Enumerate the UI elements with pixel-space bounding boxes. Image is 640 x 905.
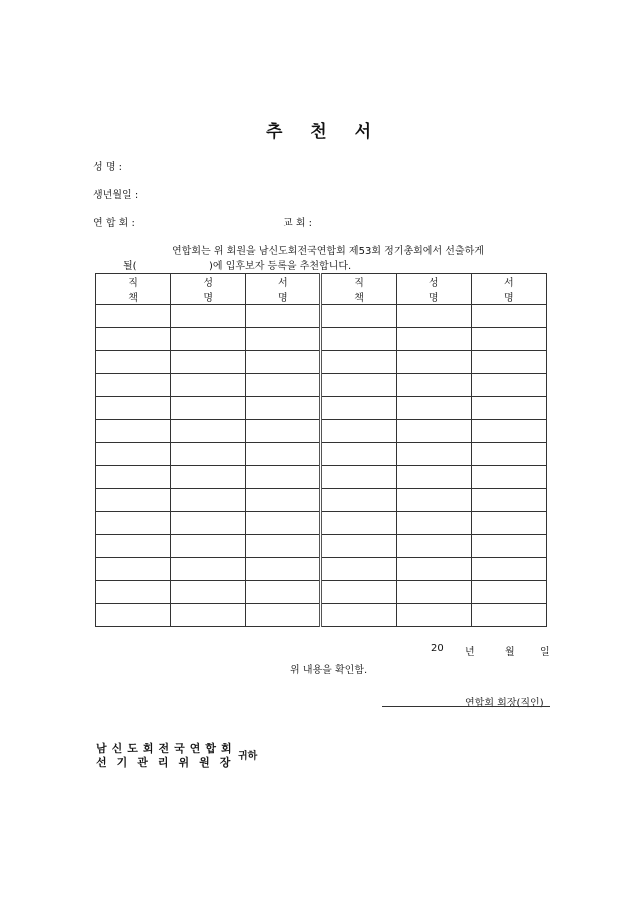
table-body (96, 305, 547, 627)
table-cell[interactable] (96, 443, 171, 466)
recommendation-line-2-suffix: )에 입후보자 등록을 추천합니다. (209, 261, 352, 272)
table-cell[interactable] (171, 420, 246, 443)
table-cell[interactable] (471, 305, 546, 328)
table-cell[interactable] (471, 558, 546, 581)
table-cell[interactable] (96, 581, 171, 604)
table-cell[interactable] (396, 397, 471, 420)
table-cell[interactable] (171, 328, 246, 351)
table-cell[interactable] (321, 466, 396, 489)
table-cell[interactable] (471, 420, 546, 443)
table-cell[interactable] (471, 328, 546, 351)
table-cell[interactable] (396, 581, 471, 604)
table-cell[interactable] (396, 420, 471, 443)
table-cell[interactable] (171, 466, 246, 489)
table-cell[interactable] (396, 305, 471, 328)
table-row (96, 489, 547, 512)
table-cell[interactable] (171, 535, 246, 558)
table-cell[interactable] (396, 489, 471, 512)
table-cell[interactable] (171, 581, 246, 604)
table-cell[interactable] (246, 604, 321, 627)
table-cell[interactable] (171, 512, 246, 535)
table-cell[interactable] (471, 374, 546, 397)
table-cell[interactable] (171, 489, 246, 512)
table-cell[interactable] (96, 512, 171, 535)
table-cell[interactable] (246, 351, 321, 374)
table-cell[interactable] (246, 443, 321, 466)
date-year-prefix: 20 (431, 643, 444, 654)
table-cell[interactable] (171, 558, 246, 581)
table-cell[interactable] (246, 305, 321, 328)
table-cell[interactable] (246, 374, 321, 397)
table-cell[interactable] (396, 558, 471, 581)
table-row (96, 328, 547, 351)
table-cell[interactable] (321, 328, 396, 351)
table-row (96, 581, 547, 604)
table-cell[interactable] (171, 351, 246, 374)
table-cell[interactable] (96, 420, 171, 443)
addressee-org-line-1: 남신도회전국연합회 (96, 742, 237, 755)
table-row (96, 351, 547, 374)
table-cell[interactable] (246, 535, 321, 558)
table-cell[interactable] (321, 535, 396, 558)
table-cell[interactable] (471, 489, 546, 512)
table-cell[interactable] (321, 397, 396, 420)
union-label: 연 합 회 : (93, 218, 135, 229)
table-cell[interactable] (246, 581, 321, 604)
header-name-2: 성 명 (396, 274, 471, 305)
table-cell[interactable] (321, 420, 396, 443)
table-cell[interactable] (396, 443, 471, 466)
table-cell[interactable] (246, 489, 321, 512)
table-cell[interactable] (246, 420, 321, 443)
header-signature-1: 서 명 (246, 274, 321, 305)
table-cell[interactable] (321, 512, 396, 535)
table-cell[interactable] (321, 351, 396, 374)
table-cell[interactable] (471, 512, 546, 535)
table-cell[interactable] (396, 466, 471, 489)
table-cell[interactable] (96, 604, 171, 627)
table-cell[interactable] (96, 374, 171, 397)
birthdate-label: 생년월일 : (93, 190, 139, 201)
table-cell[interactable] (246, 466, 321, 489)
table-row (96, 512, 547, 535)
table-cell[interactable] (396, 512, 471, 535)
table-cell[interactable] (321, 443, 396, 466)
table-cell[interactable] (96, 305, 171, 328)
table-row (96, 535, 547, 558)
table-cell[interactable] (246, 512, 321, 535)
table-cell[interactable] (171, 305, 246, 328)
table-cell[interactable] (96, 558, 171, 581)
table-cell[interactable] (471, 535, 546, 558)
recommendation-line-2-prefix: 될( (123, 261, 137, 272)
header-name-1: 성 명 (171, 274, 246, 305)
church-label: 교 회 : (283, 218, 313, 229)
table-cell[interactable] (471, 604, 546, 627)
date-day-label: 일 (540, 647, 550, 658)
table-cell[interactable] (171, 443, 246, 466)
table-cell[interactable] (321, 581, 396, 604)
table-cell[interactable] (321, 604, 396, 627)
table-row (96, 604, 547, 627)
table-cell[interactable] (321, 489, 396, 512)
table-row (96, 443, 547, 466)
table-cell[interactable] (96, 535, 171, 558)
table-row (96, 466, 547, 489)
date-year-label: 년 (465, 647, 475, 658)
recommendation-line-1: 연합회는 위 회원을 남신도회전국연합회 제53회 정기총회에서 선출하게 (172, 246, 484, 257)
table-header-row (96, 274, 547, 305)
header-position-2: 직 책 (321, 274, 396, 305)
table-row (96, 374, 547, 397)
table-row (96, 558, 547, 581)
table-cell[interactable] (396, 351, 471, 374)
table-cell[interactable] (471, 581, 546, 604)
table-row (96, 397, 547, 420)
confirmation-text: 위 내용을 확인함. (290, 665, 368, 676)
table-cell[interactable] (246, 558, 321, 581)
table-row (96, 420, 547, 443)
table-cell[interactable] (171, 374, 246, 397)
table-cell[interactable] (96, 489, 171, 512)
table-cell[interactable] (96, 466, 171, 489)
table-cell[interactable] (246, 397, 321, 420)
table-cell[interactable] (171, 397, 246, 420)
table-cell[interactable] (396, 328, 471, 351)
table-cell[interactable] (396, 604, 471, 627)
table-cell[interactable] (246, 328, 321, 351)
table-cell[interactable] (471, 466, 546, 489)
addressee-org-line-2: 선기관리위원장 (96, 756, 241, 769)
table-cell[interactable] (396, 535, 471, 558)
table-cell[interactable] (321, 374, 396, 397)
table-cell[interactable] (96, 328, 171, 351)
table-cell[interactable] (396, 374, 471, 397)
table-cell[interactable] (96, 397, 171, 420)
table-cell[interactable] (96, 351, 171, 374)
header-signature-2: 서 명 (471, 274, 546, 305)
table-cell[interactable] (471, 397, 546, 420)
date-month-label: 월 (505, 647, 515, 658)
chair-seal-label: 연합회 회장(직인) (465, 698, 544, 709)
table-row (96, 305, 547, 328)
header-position-1: 직 책 (96, 274, 171, 305)
recommender-table (95, 273, 547, 627)
document-title: 추 천 서 (265, 122, 383, 142)
table-cell[interactable] (171, 604, 246, 627)
table-cell[interactable] (321, 305, 396, 328)
signature-line (382, 706, 550, 707)
honorific: 귀하 (238, 751, 258, 762)
table-cell[interactable] (471, 443, 546, 466)
table-cell[interactable] (471, 351, 546, 374)
name-label: 성 명 : (93, 162, 123, 173)
table-cell[interactable] (321, 558, 396, 581)
